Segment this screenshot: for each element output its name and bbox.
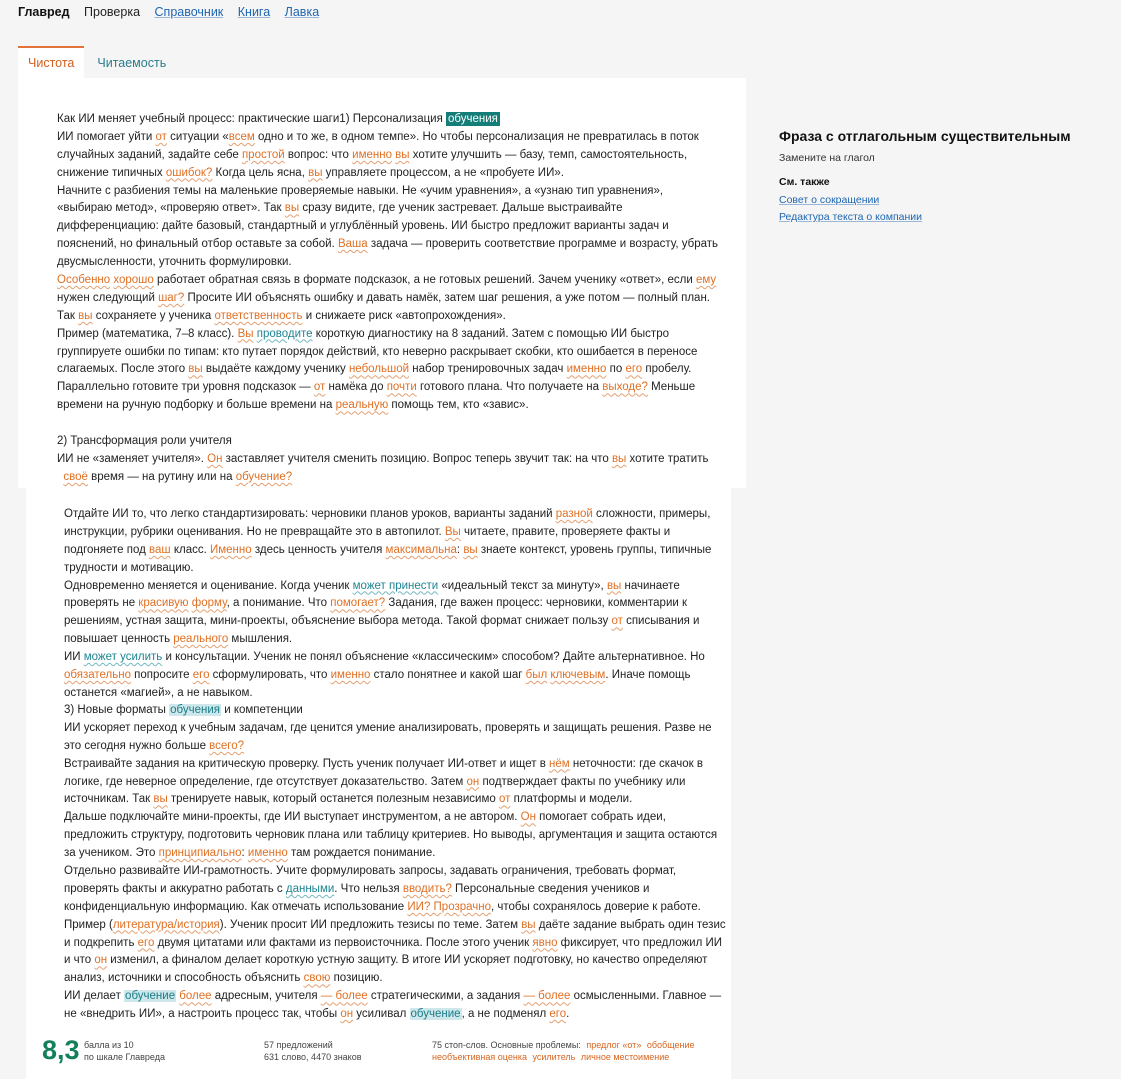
flagged-word[interactable]: его: [137, 936, 155, 949]
see-also-link-company-text[interactable]: Редактура текста о компании: [779, 211, 923, 223]
problem-link[interactable]: предлог «от»: [586, 1040, 642, 1050]
problem-link[interactable]: необъективная оценка: [432, 1052, 527, 1062]
flagged-word[interactable]: ответственность: [214, 309, 303, 322]
flagged-word[interactable]: реального: [173, 633, 229, 646]
text-line: [57, 129, 718, 147]
main-problems: [432, 1039, 695, 1063]
text-run: сразу видите, где ученик застревает. Дальше выстраивайте: [299, 202, 623, 215]
hint-panel: [779, 128, 1099, 226]
text-run: управляете процессом, а не «пробуете ИИ».: [322, 166, 564, 179]
text-run: вопрос: что: [284, 148, 353, 161]
nav-reference-link[interactable]: Справочник: [154, 5, 224, 19]
flagged-word[interactable]: вы: [153, 793, 168, 806]
text-run: дифференциацию: дайте базовый, стандартный и углублённый уровень. ИИ быстро предложит варианты задач и: [57, 220, 669, 233]
text-line: [57, 254, 718, 272]
text-run: готового плана. Что получаете на: [416, 381, 603, 394]
text-line: [64, 935, 726, 953]
flagged-word[interactable]: Особенно: [57, 274, 111, 287]
flagged-word[interactable]: — более: [523, 990, 571, 1003]
text-run: .: [566, 1008, 570, 1021]
text-run: Отдельно развивайте ИИ-грамотность. Учите формулировать запросы, задавать ограничения, требовать формат,: [64, 865, 677, 878]
text-run: , чтобы сохранялось доверие к работе.: [491, 900, 701, 913]
problem-link[interactable]: усилитель: [532, 1052, 576, 1062]
flagged-phrase[interactable]: может усилить: [83, 651, 163, 664]
text-run: повышает ценность: [64, 633, 174, 646]
text-run: знаете контекст, уровень группы, типичные: [477, 543, 712, 556]
text-run: подтверждает факты по учебнику или: [479, 775, 686, 788]
text-run: предложить структуру, подготовить черновик плана или таблицу критериев. Но выводы, аргументация и защита остаются: [64, 829, 718, 842]
see-also-heading: См. также: [779, 176, 830, 188]
text-run: помощь тем, кто «завис».: [388, 399, 529, 412]
text-run: платформы и модели.: [510, 793, 633, 806]
text-run: работает обратная связь в формате подсказок, а не готовых решений. Зачем ученику «ответ», если: [153, 274, 696, 287]
flagged-word[interactable]: от: [611, 615, 623, 628]
tab-clean[interactable]: Чистота: [18, 46, 84, 78]
text-line: [64, 881, 726, 899]
text-run: хотите тратить: [626, 452, 709, 465]
text-run: это сегодня нужно больше: [64, 739, 210, 752]
flagged-word[interactable]: вы: [308, 166, 323, 179]
text-run: :: [241, 847, 248, 860]
text-run: Пример (математика, 7–8 класс).: [57, 327, 238, 340]
text-line: [57, 397, 718, 415]
flagged-word[interactable]: всем: [228, 130, 255, 143]
score-note-line-2: по шкале Главреда: [84, 1052, 165, 1062]
flagged-word[interactable]: от: [498, 793, 511, 806]
text-run: , а не подменял: [461, 1008, 550, 1021]
flagged-word[interactable]: именно: [352, 148, 392, 161]
score-note: [84, 1039, 165, 1063]
flagged-word[interactable]: он: [340, 1008, 354, 1021]
text-run: сохраняете у ученика: [92, 309, 215, 322]
text-run: ситуации «: [166, 130, 229, 143]
text-run: и подкрепить: [64, 936, 138, 949]
text-line: [64, 988, 726, 1006]
text-run: инструкции, рубрики оценивания. Но не превращайте это в автопилот.: [64, 525, 445, 538]
flagged-phrase[interactable]: данными: [285, 882, 335, 895]
text-line: [57, 183, 718, 201]
flagged-word[interactable]: ваш: [149, 543, 171, 556]
flagged-word[interactable]: Именно: [209, 543, 252, 556]
tab-readability[interactable]: Читаемость: [97, 56, 167, 70]
text-run: Параллельно готовите три уровня подсказок —: [57, 381, 314, 394]
text-line: [57, 433, 718, 451]
flagged-word[interactable]: был: [525, 669, 548, 682]
flagged-word[interactable]: простой: [241, 148, 285, 161]
text-run: фиксирует, что предложил ИИ: [557, 936, 723, 949]
text-run: ). Ученик просит ИИ предложить тезисы по теме. Затем: [219, 918, 522, 931]
text-run: короткую диагностику на 8 заданий. Затем с помощью ИИ быстро: [312, 327, 669, 340]
flagged-word[interactable]: вы: [395, 148, 410, 161]
tab-bar: [18, 46, 176, 78]
text-line: [64, 506, 711, 524]
nav-check[interactable]: Проверка: [84, 5, 141, 19]
text-line: [57, 344, 718, 362]
text-run: усиливал: [353, 1008, 410, 1021]
text-run: стало понятнее и какой шаг: [370, 669, 526, 682]
flagged-word[interactable]: вы: [78, 309, 93, 322]
text-run: сформулировать, что: [209, 669, 331, 682]
text-run: останется «магией», а не навыком.: [64, 686, 253, 699]
text-run: Как ИИ меняет учебный процесс: практические шаги: [57, 113, 340, 125]
text-run: хотите улучшить — базу, темп, самостоятельность,: [409, 148, 688, 161]
text-run: изменил, а финалом делает короткую устную защиту. В итоге ИИ ускоряет подготовку, но качество определяют: [107, 954, 708, 967]
paragraph-gap: [57, 415, 718, 433]
text-line: [64, 1006, 726, 1024]
flagged-word[interactable]: реальную: [335, 399, 389, 412]
text-run: выдаёте каждому ученику: [202, 363, 349, 376]
flagged-word[interactable]: его: [625, 363, 643, 376]
text-run: задача — проверить соответствие программе и возрасту, убрать: [367, 238, 719, 251]
flagged-word[interactable]: вы: [463, 543, 478, 556]
text-run: здесь ценность учителя: [251, 543, 386, 556]
text-line: [57, 379, 718, 397]
score-note-line-1: балла из 10: [84, 1040, 134, 1050]
flagged-word[interactable]: почти: [386, 381, 417, 394]
text-line: [64, 970, 726, 988]
text-run: набор тренировочных задач: [409, 363, 567, 376]
flagged-word[interactable]: Вы: [237, 327, 254, 340]
text-line: [57, 218, 718, 236]
flagged-word[interactable]: помогает?: [330, 597, 386, 610]
text-run: Персональные сведения учеников и: [451, 882, 650, 895]
flagged-word[interactable]: ИИ? Прозрачно: [407, 900, 492, 913]
text-run: ИИ ускоряет переход к учебным задачам, где ценится умение анализировать, проверять и защищать решения. Разве не: [64, 721, 712, 734]
flagged-word[interactable]: ему: [696, 274, 717, 287]
text-run: подгоняете под: [64, 543, 150, 556]
text-run: Начните с разбиения темы на маленькие проверяемые навыки. Не «учим уравнения», а «узнаю тип уравнения»,: [57, 184, 664, 197]
problem-link[interactable]: обобщение: [646, 1040, 695, 1050]
selected-word[interactable]: обучения: [448, 113, 498, 125]
flagged-word[interactable]: явно: [532, 936, 558, 949]
text-line: [64, 917, 726, 935]
text-run: помогает собрать идеи,: [535, 811, 666, 824]
highlighted-word[interactable]: обучение: [410, 1008, 461, 1021]
text-line: [64, 613, 711, 631]
text-stats: [264, 1039, 362, 1063]
text-run: попросите: [130, 669, 193, 682]
flagged-word[interactable]: вводить?: [402, 882, 452, 895]
flagged-word[interactable]: вы: [611, 452, 627, 465]
text-run: читаете, правите, проверяете факты и: [460, 525, 671, 538]
flagged-phrase[interactable]: может принести: [352, 579, 439, 592]
text-run: нужен следующий: [57, 291, 159, 304]
text-line: [57, 200, 718, 218]
text-run: мышления.: [228, 633, 293, 646]
text-run: ИИ делает: [64, 990, 125, 1003]
flagged-word[interactable]: принципиально: [158, 847, 242, 860]
text-run: и снижаете риск «автопрохождения».: [302, 309, 506, 322]
text-run: заставляет учителя сменить позицию. Вопрос теперь звучит так: на что: [222, 452, 612, 465]
text-run: Встраивайте задания на критическую проверку. Пусть ученик получает ИИ-ответ и ищет в: [64, 757, 549, 770]
text-line: [57, 272, 718, 290]
flagged-phrase[interactable]: проводите: [256, 327, 313, 340]
text-run: Одновременно меняется и оценивание. Когда ученик: [64, 579, 353, 592]
text-run: ИИ помогает уйти: [57, 130, 156, 143]
text-run: «выбираю метод», «проверяю ответ». Так: [57, 202, 285, 215]
text-run: сложности, примеры,: [592, 508, 711, 520]
flagged-word[interactable]: Он: [207, 452, 223, 465]
text-run: намёка до: [325, 381, 387, 394]
text-run: и компетенции: [221, 704, 303, 716]
text-line: [64, 631, 711, 649]
flagged-word[interactable]: от: [155, 130, 167, 143]
text-run: случайных заданий, задайте себе: [57, 148, 242, 161]
text-run: не «внедрить ИИ», а настроить процесс так, чтобы: [64, 1008, 341, 1021]
flagged-word[interactable]: — более: [320, 990, 368, 1003]
flagged-word[interactable]: именно: [247, 847, 288, 860]
text-run: :: [456, 543, 464, 556]
flagged-word[interactable]: вы: [188, 363, 203, 376]
flagged-word[interactable]: максимальна: [385, 543, 457, 556]
text-line: [57, 111, 718, 129]
text-run: Меньше: [647, 381, 696, 394]
score-value: 8,3: [42, 1035, 80, 1065]
text-line: [57, 236, 718, 254]
flagged-word[interactable]: вы: [284, 202, 300, 215]
see-also-link-shortening[interactable]: Совет о сокращении: [779, 194, 880, 206]
text-line: [64, 578, 711, 596]
text-run: . Иначе помощь: [605, 669, 691, 682]
text-run: логике, где неверное определение, где отсутствует доказательство. Затем: [64, 775, 467, 788]
text-run: источникам. Так: [64, 793, 154, 806]
text-run: неточности: где скачок в: [569, 757, 703, 770]
flagged-word[interactable]: он: [94, 954, 108, 967]
text-run: , а понимание. Что: [226, 597, 331, 610]
text-run: проверять не: [64, 597, 139, 610]
text-run: 3) Новые форматы: [64, 704, 170, 716]
problem-link[interactable]: личное местоимение: [580, 1052, 670, 1062]
text-run: и консультации. Ученик не понял объяснение «классическим» способом? Дайте альтернативное. Но: [162, 651, 705, 664]
text-line: [64, 845, 726, 863]
flagged-word[interactable]: шаг?: [158, 291, 185, 304]
text-line: [64, 702, 726, 720]
text-run: трудности и мотивацию.: [64, 561, 194, 574]
text-run: пробелу.: [642, 363, 692, 376]
text-run: адресным, учителя: [211, 990, 321, 1003]
flagged-word[interactable]: хорошо: [113, 274, 154, 287]
flagged-word[interactable]: Вы: [444, 525, 461, 538]
text-run: Просите ИИ объяснять ошибку и давать намёк, затем шаг решения, а уже потом — полный план.: [184, 291, 710, 304]
nav-book-link[interactable]: Книга: [237, 5, 271, 19]
text-run: даёте задание выбрать один тезис: [535, 918, 726, 931]
sentence-count: 57 предложений: [264, 1040, 333, 1050]
text-line: [57, 147, 718, 165]
text-run: проверять факты и аккуратно работать с: [64, 882, 286, 895]
flagged-word[interactable]: обучение?: [235, 470, 293, 483]
nav-shop-link[interactable]: Лавка: [284, 5, 320, 19]
text-run: Дальше подключайте мини-проекты, где ИИ выступает инструментом, а не автором.: [64, 811, 521, 824]
text-line: [64, 899, 726, 917]
text-line: [64, 595, 711, 613]
text-run: 1) Персонализация: [339, 113, 447, 125]
flagged-word[interactable]: ошибок?: [165, 166, 213, 179]
text-line: [57, 451, 718, 469]
text-line: [64, 685, 711, 703]
text-line: [64, 809, 726, 827]
text-line: [57, 165, 718, 183]
text-run: решениям, устная защита, мини-проекты, объяснение выбора метода. Такой формат снижает пользу: [64, 615, 612, 628]
text-run: тренируете навык, который останется полезным независимо: [167, 793, 499, 806]
flagged-word[interactable]: ключевым: [550, 669, 606, 682]
text-line: [57, 326, 718, 344]
text-run: по: [606, 363, 626, 376]
stopwords-summary: 75 стоп-слов. Основные проблемы:: [432, 1040, 581, 1050]
text-run: класс.: [170, 543, 210, 556]
flagged-word[interactable]: именно: [330, 669, 371, 682]
text-line: [64, 560, 711, 578]
text-run: начинаете: [621, 579, 680, 592]
top-nav: [18, 5, 330, 19]
flagged-word[interactable]: разной: [555, 508, 593, 520]
text-run: анализ, источники и способность объяснить: [64, 972, 304, 985]
flagged-word[interactable]: красивую: [138, 597, 189, 610]
text-line: [64, 524, 711, 542]
text-run: за учеником. Это: [64, 847, 159, 860]
flagged-word[interactable]: своё: [63, 470, 88, 483]
text-run: Когда цель ясна,: [212, 166, 309, 179]
text-run: снижение типичных: [57, 166, 166, 179]
highlighted-word[interactable]: обучение: [125, 990, 176, 1003]
text-line: [64, 827, 726, 845]
text-line: [64, 738, 726, 756]
text-line: [64, 774, 726, 792]
nav-brand[interactable]: Главред: [18, 5, 70, 19]
text-run: двумя цитатами или фактами из первоисточника. После этого ученик: [154, 936, 533, 949]
text-line: [57, 469, 718, 487]
text-line: [64, 667, 711, 685]
editor-text-part-2[interactable]: [64, 506, 711, 703]
text-run: Пример (: [64, 918, 113, 931]
flagged-word[interactable]: нём: [549, 757, 570, 770]
flagged-word[interactable]: его: [192, 669, 210, 682]
flagged-word[interactable]: именно: [566, 363, 607, 376]
text-run: осмысленными. Главное —: [570, 990, 722, 1003]
text-line: [64, 863, 726, 881]
text-line: [64, 791, 726, 809]
text-run: «идеальный текст за минуту»,: [438, 579, 607, 592]
text-line: [57, 290, 718, 308]
flagged-word[interactable]: небольшой: [348, 363, 410, 376]
text-run: одно и то же, в одном темпе». Но чтобы персонализация не превратилась в поток: [254, 130, 699, 143]
flagged-word[interactable]: Ваша: [337, 238, 368, 251]
text-run: группируете ошибки по типам: кто путает порядок действий, кто неверно раскрывает скобки, кто ошибается в переносе: [57, 345, 698, 358]
flagged-word[interactable]: форму: [191, 597, 227, 610]
text-run: 2) Трансформация роли учителя: [57, 435, 232, 448]
flagged-word[interactable]: свою: [303, 972, 331, 985]
flagged-word[interactable]: обязательно: [64, 669, 131, 682]
text-run: списывания и: [622, 615, 700, 628]
editor-text-part-3[interactable]: [64, 702, 726, 1024]
text-run: ИИ не «заменяет учителя».: [57, 452, 208, 465]
text-line: [64, 649, 711, 667]
text-run: ИИ: [64, 651, 84, 664]
word-char-count: 631 слово, 4470 знаков: [264, 1052, 362, 1062]
flagged-word[interactable]: вы: [606, 579, 622, 592]
text-run: Так: [57, 309, 79, 322]
hint-title: Фраза с отглагольным существительным: [779, 128, 1071, 144]
flagged-word[interactable]: выходе?: [602, 381, 648, 394]
text-run: конфиденциальную информацию. Как отмечать использование: [64, 900, 408, 913]
text-run: позицию.: [330, 972, 383, 985]
flagged-word[interactable]: он: [466, 775, 480, 788]
flagged-word[interactable]: от: [313, 381, 326, 394]
text-run: слагаемых. После этого: [57, 363, 189, 376]
text-run: Задания, где важен процесс: черновики, комментарии к: [385, 597, 688, 610]
flagged-word[interactable]: вы: [521, 918, 536, 931]
text-line: [64, 720, 726, 738]
text-run: Отдайте ИИ то, что легко стандартизировать: черновики планов уроков, варианты заданий: [64, 508, 556, 520]
text-run: времени на ручную подборку и больше времени на: [57, 399, 336, 412]
text-line: [64, 756, 726, 774]
highlighted-word[interactable]: обучения: [170, 704, 220, 716]
text-run: время — на рутину или на: [87, 470, 236, 483]
flagged-word[interactable]: его: [549, 1008, 567, 1021]
text-run: стратегическими, а задания: [367, 990, 524, 1003]
text-line: [64, 542, 711, 560]
text-run: пояснений, но финальный отбор оставьте за собой.: [57, 238, 338, 251]
hint-description: Замените на глагол: [779, 152, 875, 164]
flagged-word[interactable]: более: [179, 990, 212, 1003]
text-run: двусмысленности, уточнить формулировки.: [57, 256, 292, 269]
flagged-word[interactable]: Он: [520, 811, 536, 824]
text-run: там рождается понимание.: [287, 847, 436, 860]
flagged-word[interactable]: всего?: [209, 739, 245, 752]
editor-text-part-1[interactable]: [57, 111, 718, 487]
text-line: [57, 361, 718, 379]
flagged-word[interactable]: литература/история: [112, 918, 220, 931]
text-run: и что: [64, 954, 95, 967]
text-line: [57, 308, 718, 326]
text-line: [64, 952, 726, 970]
text-run: . Что нельзя: [334, 882, 403, 895]
